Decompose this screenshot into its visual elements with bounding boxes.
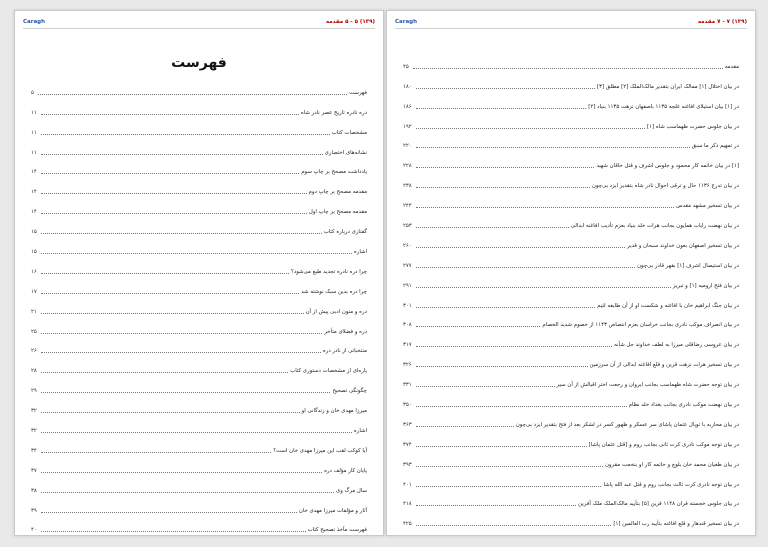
toc-entry-page-number: ۳۸ <box>31 487 37 494</box>
dot-leader <box>41 531 306 532</box>
dot-leader <box>416 505 576 506</box>
toc-entry[interactable] <box>403 51 739 71</box>
dot-leader <box>41 512 297 513</box>
toc-entry[interactable] <box>31 117 367 137</box>
toc-entry-page-number: ۱۷ <box>31 288 37 295</box>
toc-entry-page-number: ۱۴ <box>31 209 37 216</box>
dot-leader <box>416 128 645 129</box>
dot-leader <box>41 253 352 254</box>
header-divider <box>395 28 747 29</box>
toc-entry[interactable] <box>403 150 739 170</box>
toc-entry-title: فهرست مآخذ تصحیح کتاب <box>307 527 367 534</box>
toc-entry-title: در بیان نهضت موکب نادری بجانب بغداد خلد نظام <box>628 402 739 409</box>
dot-leader <box>41 432 352 433</box>
toc-entry-title: در بیان توجه نادری کرت ثالث بجانب روم و قتل عبد الله پاشا <box>603 481 739 488</box>
toc-entry[interactable] <box>403 111 739 131</box>
toc-entry[interactable] <box>403 449 739 469</box>
dot-leader <box>416 247 625 248</box>
toc-entry-page-number: ۳۱۷ <box>403 342 412 349</box>
toc-entry[interactable] <box>31 97 367 117</box>
dot-leader <box>41 492 334 493</box>
dot-leader <box>416 406 627 407</box>
toc-entry-page-number: ۲۹۱ <box>403 282 412 289</box>
dot-leader <box>41 392 331 393</box>
toc-entry[interactable] <box>31 355 367 375</box>
toc-entry-title: دره و متون ادبی پیش از آن <box>305 308 367 315</box>
toc-list <box>403 51 739 528</box>
toc-entry-page-number: ۵ <box>31 89 34 96</box>
dot-leader <box>41 134 330 135</box>
toc-entry-title: در بیان تسخیر اصفهان بعون خداوند سبحان و قدیر <box>627 242 739 249</box>
toc-entry[interactable] <box>31 336 367 356</box>
toc-entry-page-number: ۲۵۳ <box>403 223 412 230</box>
toc-entry[interactable] <box>403 190 739 210</box>
toc-entry[interactable] <box>31 176 367 196</box>
dot-leader <box>416 207 674 208</box>
toc-entry-title: آیا کوکب لقب این میرزا مهدی خان است؟ <box>273 447 367 454</box>
dot-leader <box>41 372 288 373</box>
toc-entry-title: در بیان توجه حضرت شاه ظهماسب بجانب ایروان و رجعت اختر اقبالش از آن سیر <box>556 382 739 389</box>
dot-leader <box>416 167 595 168</box>
toc-entry[interactable] <box>403 170 739 190</box>
dot-leader <box>416 525 612 526</box>
header-brand: Caragh <box>23 19 46 25</box>
header-divider <box>23 28 375 29</box>
toc-entry[interactable] <box>31 395 367 415</box>
toc-entry-page-number: ۱۱ <box>31 149 37 156</box>
toc-entry-page-number: ۲۲۰ <box>403 143 412 150</box>
toc-entry-page-number: ۳۲۶ <box>403 362 412 369</box>
toc-entry-page-number: ۱۵ <box>31 229 37 236</box>
header-page-ref: (۱۳۹) ۷ - ۷ مقدمه <box>697 19 747 25</box>
toc-entry-page-number: ۳۷۴ <box>403 441 412 448</box>
dot-leader <box>416 187 590 188</box>
toc-entry[interactable] <box>403 290 739 310</box>
toc-entry[interactable] <box>31 137 367 157</box>
toc-entry-page-number: ۱۱ <box>31 109 37 116</box>
toc-entry[interactable] <box>31 77 367 97</box>
toc-entry-page-number: ۳۵۰ <box>403 402 412 409</box>
toc-entry-title: مقدمه <box>724 63 739 70</box>
toc-entry[interactable] <box>403 508 739 528</box>
toc-entry-title: مقدمه مصحح بر چاپ دوم <box>308 189 367 196</box>
toc-entry-page-number: ۴۲۵ <box>403 521 412 528</box>
toc-entry-page-number: ۱۴ <box>31 189 37 196</box>
dot-leader <box>416 326 541 327</box>
toc-entry-title: در بیان طغیان محمد خان بلوچ و خاتمه کار او بنخجت مقرون <box>604 461 739 468</box>
toc-entry[interactable] <box>403 409 739 429</box>
toc-entry-page-number: ۲۲۸ <box>403 163 412 170</box>
dot-leader <box>416 147 690 148</box>
toc-entry-page-number: ۱۹۲ <box>403 123 412 130</box>
toc-entry-page-number: ۳۳۱ <box>403 382 412 389</box>
toc-entry-title: دره نادره تاریخ عصر نادر شاه <box>300 109 367 116</box>
page-header <box>23 17 375 27</box>
toc-entry-page-number: ۱۴ <box>31 169 37 176</box>
toc-entry-title: پایان کار مؤلف دره <box>324 467 367 474</box>
toc-entry-title: نشانه‌های اختصاری <box>324 149 367 156</box>
dot-leader <box>41 233 322 234</box>
toc-entry-page-number: ۴۰ <box>31 527 37 534</box>
toc-entry-page-number: ۱۵ <box>31 249 37 256</box>
toc-entry-page-number: ۲۵ <box>31 328 37 335</box>
dot-leader <box>41 352 321 353</box>
toc-entry[interactable] <box>31 495 367 515</box>
toc-entry[interactable] <box>403 429 739 449</box>
toc-entry-title: منتخباتی از نادر دره <box>322 348 367 355</box>
toc-entry-page-number: ۲۴۴ <box>403 203 412 210</box>
header-brand: Caragh <box>395 19 418 25</box>
toc-entry-title: در بیان توجه موکب نادری کرت ثانی بجانب روم و [قتل عثمان پاشا] <box>588 441 739 448</box>
dot-leader <box>416 386 555 387</box>
toc-entry-page-number: ۱۱ <box>31 129 37 136</box>
toc-entry[interactable] <box>31 157 367 177</box>
dot-leader <box>416 267 635 268</box>
toc-entry[interactable] <box>31 375 367 395</box>
dot-leader <box>416 346 612 347</box>
toc-entry-title: در بیان تسخیر هرات نزهت قرین و قلع افاغنه ابدالی از آن سرزمین <box>589 362 739 369</box>
toc-entry[interactable] <box>403 310 739 330</box>
toc-entry-page-number: ۳۶۳ <box>403 421 412 428</box>
toc-entry-page-number: ۲۱ <box>31 308 37 315</box>
toc-entry-page-number: ۳۴ <box>31 447 37 454</box>
dot-leader <box>41 213 307 214</box>
toc-entry-title: سال مرگ وی <box>335 487 367 494</box>
toc-entry-title: پاره‌ای از مشخصات دستوری کتاب <box>290 368 367 375</box>
dot-leader <box>41 412 300 413</box>
toc-entry-title: در بیان جلوس خجسته قران ۱۱۴۸ قرین [۵] بتأیید مالک‌الملک ملک آفرین <box>578 501 739 508</box>
toc-entry-page-number: ۳۰۱ <box>403 302 412 309</box>
toc-entry-page-number: ۲۶۰ <box>403 242 412 249</box>
dot-leader <box>41 293 299 294</box>
toc-entry-title: میرزا مهدی خان و زندگانی او <box>301 408 367 415</box>
toc-entry-page-number: ۳۹ <box>31 507 37 514</box>
toc-entry-page-number: ۴۵ <box>403 63 409 70</box>
toc-entry-page-number: ۲۳۸ <box>403 183 412 190</box>
toc-entry-page-number: ۳۰۸ <box>403 322 412 329</box>
toc-entry[interactable] <box>31 296 367 316</box>
toc-entry[interactable] <box>403 349 739 369</box>
toc-entry[interactable] <box>403 389 739 409</box>
toc-entry[interactable] <box>403 210 739 230</box>
toc-entry-page-number: ۲۹ <box>31 388 37 395</box>
toc-entry-title: در بیان جنگ ابراهیم خان با افاغنه و شکست او از آن طایفه لئیم <box>597 302 739 309</box>
toc-entry-title: مقدمه مصحح بر چاپ اول <box>308 209 367 216</box>
toc-entry[interactable] <box>403 91 739 111</box>
toc-entry[interactable] <box>403 71 739 91</box>
toc-entry-title: در بیان تسخیر قندهار و قلع افاغنه بتأیید رب العالمین [۱] <box>613 521 739 528</box>
toc-entry-page-number: ۳۷ <box>31 467 37 474</box>
toc-entry-title: گفتاری درباره کتاب <box>323 229 367 236</box>
dot-leader <box>416 486 602 487</box>
toc-entry-page-number: ۴۰۱ <box>403 481 412 488</box>
dot-leader <box>41 273 289 274</box>
toc-entry-title: مشخصات کتاب <box>331 129 367 136</box>
toc-entry-title: در [۱] بیان استیلای افاغنه غلجه ۱۱۳۵ باصفهان نزهت ۱۱۳۵ بنیاد [۲] <box>588 103 739 110</box>
toc-entry-title: در تمهیم ذکر ما سبق <box>691 143 739 150</box>
dot-leader <box>416 108 587 109</box>
toc-entry[interactable] <box>403 270 739 290</box>
dot-leader <box>41 193 307 194</box>
toc-entry[interactable] <box>31 316 367 336</box>
toc-entry-page-number: ۳۲ <box>31 428 37 435</box>
dot-leader <box>41 452 271 453</box>
toc-entry[interactable] <box>31 415 367 435</box>
toc-entry[interactable] <box>403 230 739 250</box>
toc-entry[interactable] <box>31 435 367 455</box>
page-title: فهرست <box>171 55 227 71</box>
toc-entry-title: فهرست <box>349 89 367 96</box>
toc-entry-title: در بیان محاربه با توپال عثمان پاشای سر عسکر و ظهور کسر در لشکر بعد از فتح بتقدیر ایزد بی‌چون <box>515 421 739 428</box>
toc-entry[interactable] <box>31 236 367 256</box>
toc-entry[interactable] <box>31 515 367 535</box>
dot-leader <box>416 88 595 89</box>
toc-entry[interactable] <box>31 276 367 296</box>
toc-page-left <box>14 10 384 536</box>
toc-entry-page-number: ۱۶ <box>31 268 37 275</box>
toc-page-right <box>386 10 756 536</box>
toc-entry[interactable] <box>403 250 739 270</box>
toc-entry-title: چرا دره بدین سبک نوشته شد <box>301 288 367 295</box>
toc-entry[interactable] <box>31 455 367 475</box>
dot-leader <box>416 366 588 367</box>
toc-entry[interactable] <box>31 216 367 236</box>
toc-entry-page-number: ۴۱۸ <box>403 501 412 508</box>
dot-leader <box>416 426 514 427</box>
toc-entry[interactable] <box>31 256 367 276</box>
toc-entry[interactable] <box>403 489 739 509</box>
toc-entry-title: در بیان تسخیر مشهد مقدس <box>675 203 739 210</box>
toc-entry[interactable] <box>403 131 739 151</box>
dot-leader <box>38 94 347 95</box>
toc-entry-title: در بیان استیصال اشرف [۱] بقهر قادر بی‌چون <box>637 262 739 269</box>
dot-leader <box>413 68 723 69</box>
dot-leader <box>416 446 587 447</box>
dot-leader <box>41 154 323 155</box>
dot-leader <box>41 472 322 473</box>
toc-entry-page-number: ۱۸۰ <box>403 83 412 90</box>
toc-entry-page-number: ۱۸۶ <box>403 103 412 110</box>
toc-entry-title: در بیان عروسی رضاقلی میرزا به لطف خداوند جل شأنه <box>614 342 739 349</box>
dot-leader <box>416 227 569 228</box>
toc-list <box>31 77 367 534</box>
toc-entry-page-number: ۲۸ <box>31 368 37 375</box>
dot-leader <box>416 466 603 467</box>
toc-entry-page-number: ۲۷۷ <box>403 262 412 269</box>
toc-entry-title: اشاره <box>353 428 367 435</box>
toc-entry[interactable] <box>403 329 739 349</box>
toc-entry-title: یادداشت مصحح بر چاپ سوم <box>301 169 367 176</box>
toc-entry-title: چگونگی تصحیح <box>332 388 367 395</box>
dot-leader <box>416 307 595 308</box>
toc-entry-page-number: ۲۶ <box>31 348 37 355</box>
page-header <box>395 17 747 27</box>
dot-leader <box>416 287 671 288</box>
toc-entry-title: دره و فضلای متأخر <box>324 328 367 335</box>
header-page-ref: (۱۳۹) ۵ - ۵ مقدمه <box>325 19 375 25</box>
toc-entry-title: آثار و مؤلفات میرزا مهدی خان <box>298 507 367 514</box>
toc-entry-page-number: ۳۲ <box>31 408 37 415</box>
toc-entry-title: در بیان انصراف موکب نادری بجانب خراسان بعزم انتصاص ۱۱۴۳ از خصوم شدید الخصام <box>542 322 739 329</box>
toc-entry-title: در بیان فتح ارومیه [۱] و تبریز <box>672 282 739 289</box>
toc-entry-title: اشاره <box>353 249 367 256</box>
toc-entry[interactable] <box>31 196 367 216</box>
toc-entry-page-number: ۳۹۳ <box>403 461 412 468</box>
toc-entry-title: در بیان جلوس حضرت ظهماسب شاه [۱] <box>647 123 739 130</box>
toc-entry-title: در بیان نهضت رایات همایون بجانب هرات خلد بنیاد بعزم تأدیب افاغنه ابدالی <box>570 223 739 230</box>
toc-entry-title: در بیان اختلال [۱] ممالک ایران بتقدیر مالک‌الملک [۲] مطلق [۳] <box>597 83 739 90</box>
toc-entry[interactable] <box>31 475 367 495</box>
dot-leader <box>41 114 299 115</box>
toc-entry-title: [۱] در بیان خاتمه کار محمود و جلوس اشرف و قتل خاقان شهید <box>596 163 739 170</box>
toc-entry-title: در بیان تدرج ۱۱۳۶ حال و ترقی احوال نادر شاه بتقدیر ایزد بی‌چون <box>591 183 739 190</box>
dot-leader <box>41 313 304 314</box>
toc-entry[interactable] <box>403 369 739 389</box>
dot-leader <box>41 333 322 334</box>
toc-entry-title: چرا دره نادره تجدید طبع می‌شود؟ <box>290 268 367 275</box>
toc-entry[interactable] <box>403 469 739 489</box>
dot-leader <box>41 173 299 174</box>
